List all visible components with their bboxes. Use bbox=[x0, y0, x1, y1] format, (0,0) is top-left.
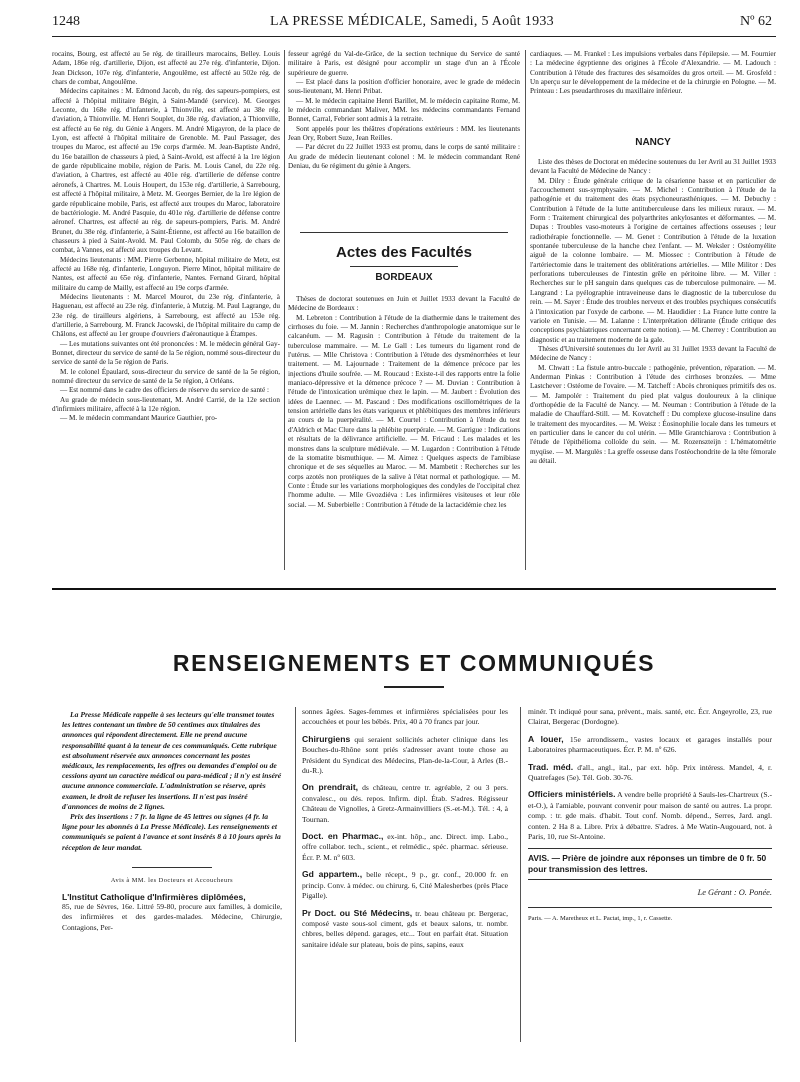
ad-body: ds château, centre tr. agréable, 2 ou 3 pers. convalesc., ou dés. repos. Infirm. dipl. Étab. S'adres. Régisseur Château de Vignolles, à Gretz-Armainvilliers (S.-et-M.). Tél. : 4, à Tournan. bbox=[302, 783, 508, 824]
printer-line: Paris. — A. Maretheux et L. Pactat, imp., 1, r. Cassette. bbox=[528, 914, 673, 922]
column-1-military-appointments bbox=[52, 50, 280, 565]
page-header bbox=[52, 14, 772, 34]
paragraph: Au grade de médecin sous-lieutenant, M. André Carrié, de la 12e section d'infirmiers militaire, affecté à la 12e région. bbox=[52, 395, 280, 414]
column-2-bordeaux-theses bbox=[288, 295, 520, 563]
classified-ad bbox=[528, 789, 772, 842]
printer-rule bbox=[528, 907, 772, 908]
paragraph: cardiaques. — M. Frankel : Les impulsions verbales dans l'épilepsie. — M. Fournier : La médecine égyptienne des origines à l'École d'Alexandrie. — M. Ladouch : Contribution à l'étude des fractures des sésamoïdes du gros orteil. — M. Grosfeld : Un aperçu sur le développement de la médecine et de la chirurgie en Pologne. — M. Printeau : Les pseudarthroses du maxillaire inférieur. bbox=[530, 50, 776, 96]
paragraph: fesseur agrégé du Val-de-Grâce, de la section technique du Service de santé militaire à Paris, est désigné pour accomplir un stage d'un an à l'École supérieure de guerre. bbox=[288, 50, 520, 77]
ad-body: d'all., angl., ital., par ext. hôp. Prix intéress. Mandel, 4, r. Quatrefages (5e). Tél. Gob. 30-76. bbox=[528, 762, 773, 783]
column-divider bbox=[520, 707, 521, 1042]
editorial-notice bbox=[62, 710, 282, 853]
paragraph: M. Lebreton : Contribution à l'étude de la diathermie dans le traitement des cirrhoses du foie. — M. Jannin : Recherches d'anthropologie anatomique sur le calcanéum. — M. Ragusin : Contribution à l'étude du traitement de la tuberculose mammaire. — M. Le Gall : Les tumeurs du ligament rond de l'utérus. — Mlle Christova : Contribution à l'étude des dysménorrhées et leur traitement. — M. Lajournade : Traitement de la démence précoce par les injections d'huile soufrée. — M. Roucaud : Existe-t-il des rapports entre la folie maniaco-dépressive et la démence précoce ? — M. Duvian : Contribution à l'étude de l'intoxication urémique chez le lapin. — M. Jaubert : Évolution des idées de Laennec. — M. Pascaud : Des modifications oscillométriques de la tension artérielle dans les états variqueux et phlébitiques des membres inférieurs au cours de la puerpéralité. — M. Courtel : Contribution à l'étude du test d'Aldrich et Mac Clure dans la phlébite puerpérale. — M. Garrigue : Indications et résultats de la délivrance artificielle. — M. Fricaud : Les malades et les monstres dans la sculpture médiévale. — M. Lugardon : Contribution à l'étude de la stomatite bismuthique. — M. Aimez : Quelques aspects de l'amibiase chronique et de ses séquelles au Maroc. — M. Mambetit : Recherches sur les corps azotés non protéiques de la salive à l'état normal et pathologique. — M. Conte : Étude sur les variations morphologiques des condyles de l'occipital chez l'homme adulte. — Mlle Gvozdiéva : Les infirmières visiteuses et leur rôle social. — M. Suberbielle : Contribution à l'étude de la lactacidémie chez les bbox=[288, 313, 520, 509]
facultes-underline bbox=[350, 266, 458, 267]
avis-rule-bottom bbox=[528, 879, 772, 880]
paragraph: Sont appelés pour les théâtres d'opérations extérieurs : MM. les lieutenants Jean Ory, Robert Suze, Jean Reilles. bbox=[288, 124, 520, 143]
ads-column-2 bbox=[302, 707, 508, 1037]
ad-heading: Doct. en Pharmac., bbox=[302, 831, 384, 842]
classified-ad bbox=[302, 707, 508, 728]
paragraph: Médecins lieutenants : M. Marcel Mourot, du 23e rég. d'infanterie, à Haguenau, est affecté au 23e rég. d'infanterie, à Mutzig. M. Paul Lagrange, du 23e rég. de tirailleurs algériens, à Sarrebourg, est affecté au 153e rég. d'artillerie, à Sarrebourg. M. Franck Jacowski, de l'hôpital militaire du camp de Châlons, est affecté au 1er groupe d'ouvriers d'aéronautique à Étampes. bbox=[52, 292, 280, 339]
column-divider bbox=[284, 50, 285, 570]
ad-body: A vendre belle propriété à Sauls-les-Chartreux (S.-et-O.), à l'amiable, pouvant convenir pour maison de santé ou autres. La propr. comp. : tr. gde mais. d'habit. Tout conf. Nomb. dépend., Serres, Jard. angl. conten. 2 Ha 8 a. Libre. Prix à débattre. S'adres. à Me Watin-Augouard, not. à Paris, 10, rue St-Antoine. bbox=[528, 790, 773, 842]
page-number: 1248 bbox=[52, 14, 80, 29]
column-divider bbox=[295, 707, 296, 1042]
ad-heading: Officiers ministériels. bbox=[528, 789, 616, 800]
paragraph: M. Dilry : Étude générale critique de la césarienne basse et en particulier de l'accouchement sus-symphysaire. — M. Michel : Contribution à l'étude de la pathogénie et du traitement des états psychoneurasthéniques. — M. Debuchy : Contribution à l'étude de la lutte antituberculeuse dans les milieux ruraux. — M. Form : Traitement chirurgical des polyarthrites ankylosantes et déformantes. — M. Dupas : Troubles vaso-moteurs à l'origine de certaines affections osseuses ; leur radiothérapie fonctionnelle. — M. Genet : Contribution à l'étude de la luxation spontanée tuberculeuse de la hanche chez l'enfant. — M. Weksler : Ostéomyélite aiguë de la colonne lombaire. — M. Miossec : Contribution à l'étude de l'artériectomie dans le traitement des oblitérations artérielles. — Mlle Militor : Des perforations tuberculeuses de l'intestin grêle en péritoine libre. — M. Viller : Recherches sur le pH sanguin dans quelques cas de tuberculose pulmonaire. — M. Langrand : La pyélographie intraveineuse dans le diagnostic de la tuberculose du rein. — M. Sayer : Étude des troubles nerveux et des troubles psychiques consécutifs à l'intoxication par l'oxyde de carbone. — M. Haudidier : La France lutte contre la variole en Tunisie. — M. Lalanne : L'interprétation délirante (Étude critique des conceptions psychiatriques concernant cette notion). — M. Cherrey : Contribution au diagnostic et au traitement moderne de la gale. bbox=[530, 176, 776, 344]
ad-body: minér. Tt indiqué pour sana, prévent., mais. santé, etc. Écr. Angeyrolle, 23, rue Clairat, Bergerac (Dordogne). bbox=[528, 707, 772, 727]
notice-paragraph: La Presse Médicale rappelle à ses lecteurs qu'elle transmet toutes les lettres contenant un timbre de 50 centimes aux titulaires des annonces qui répondent directement. Elle ne prend aucune responsabilité quant à la teneur de ces communiqués. Cette rubrique est absolument réservée aux annonces concernant les postes médicaux, les remplacements, les offres ou demandes d'emploi ou de cessions ayant un caractère médical ou para-médical ; il n'y est inséré aucune annonce commerciale. L'administration se réserve, après examen, le droit de refuser les insertions. Il n'est pas inséré d'annonces de moins de 2 lignes. bbox=[62, 710, 282, 811]
ad-body: ex-int. hôp., anc. Direct. imp. Labo., offre collabor. tech., scient., et relmédic., spéc. pharmac. sérieuse. Écr. P. M. nº 603. bbox=[302, 832, 508, 862]
paragraph: Médecins capitaines : M. Edmond Jacob, du rég. des sapeurs-pompiers, est affecté à l'hôpital militaire Bégin, à Saint-Mandé (service). M. Georges Leconte, du 168e rég. d'infanterie, à Thionville, est affecté au 38e rég. d'aviation, à Thionville. M. Henri Souplet, du 38e rég. d'aviation, à Thionville, est affecté au 6e rég. du Génie à Angers. M. André Migayron, de la place de Lyon, est affecté à l'hôpital militaire de Grenoble. M. Paul Passager, des troupes du Maroc, est affecté au 19e corps d'armée. M. Jean-Baptiste André, du 16e bataillon de chasseurs à pied, à Saint-Avold, est affecté à la 1re légion de garde républicaine mobile, région de Paris. M. Louis Canel, du 22e rég. d'aviation, à Chartres, est affecté au 401e rég. d'artillerie de défense contre aéronefs, à Chartres. M. Louis Houpert, du 153e rég. d'artillerie, à Sarrebourg, est affecté à l'hôpital militaire, à Metz. M. Georges Bernier, de la 1re légion de garde républicaine mobile, Paris, est affecté aux troupes du Maroc, laboratoire de bactériologie. M. André Pasquie, du 401e rég. d'artillerie de défense contre aéronef. Chartres, est affecté au rég. de sapeurs-pompiers, Paris. M. André Brunet, du 38e rég. d'infanterie, à Saint-Étienne, est affecté au 16e bataillon de chasseurs à pied à Saint-Avold. M. Paul Colomb, du 505e rég. de chars de combat, à Vannes, est affecté aux troupes du Levant. bbox=[52, 87, 280, 255]
paragraph: M. Chwatt : La fistule antro-buccale : pathogénie, prévention, réparation. — M. Anderman Pinkas : Contribution à l'étude des cirrhoses bronzées. — Mme Lastchever : Ostéome de l'ovaire. — M. Tatcheff : Abcès chroniques primitifs des os. — M. Jampolér : Traitement du pied plat valgus douloureux à la clinique d'orthopédie de la Faculté de Nancy. — M. Neuman : Contribution à l'étude de la maladie de Chauffard-Still. — M. Kovatcheff : Du complexe glucose-insuline dans le traitement des myocardites. — M. Weisz : Éosinophilie locale dans les tumeurs et en particulier dans le cancer du col utérin. — Mlle Grantchiarova : Contribution à l'étude de l'épithélioma colloïde du sein. — M. Rozenszteijn : L'hématométrie myqüse. — M. Margulès : La greffe osseuse dans l'ostéochondrite de la tête fémorale au détail. bbox=[530, 363, 776, 465]
renseignements-heading: RENSEIGNEMENTS ET COMMUNIQUÉS bbox=[172, 650, 656, 676]
avis-docteurs: Avis à MM. les Docteurs et Accoucheurs bbox=[110, 876, 234, 884]
paragraph: Liste des thèses de Doctorat en médecine soutenues du 1er Avril au 31 Juillet 1933 devant la Faculté de Médecine de Nancy : bbox=[530, 158, 776, 176]
column-divider bbox=[525, 50, 526, 570]
paragraph: Thèses de doctorat soutenues en Juin et Juillet 1933 devant la Faculté de Médecine de Bordeaux : bbox=[288, 295, 520, 313]
paragraph: — Par décret du 22 Juillet 1933 est promu, dans le corps de santé militaire : Au grade de médecin lieutenant colonel : M. le médecin commandant René Deniau, du 6e régiment du génie à Angers. bbox=[288, 143, 520, 171]
facultes-heading: Actes des Facultés bbox=[336, 244, 472, 261]
column-3-nancy-theses bbox=[530, 158, 776, 570]
gerant: Le Gérant : O. Ponée. bbox=[697, 888, 772, 898]
column-3-bordeaux-continued bbox=[530, 50, 776, 130]
ads-column-3 bbox=[528, 707, 772, 1037]
column-2-military-continued bbox=[288, 50, 520, 218]
classified-ad bbox=[528, 734, 772, 756]
paragraph: Thèses d'Université soutenues du 1er Avril au 31 Juillet 1933 devant la Faculté de Médecine de Nancy : bbox=[530, 344, 776, 363]
heading-rule bbox=[384, 686, 444, 688]
avis-rule-top bbox=[528, 848, 772, 849]
ad-body: sonnes âgées. Sages-femmes et infirmières spécialisées pour les accouchées et pour les bébés. Prix, 40 à 70 francs par jour. bbox=[302, 707, 508, 727]
classified-ad bbox=[528, 762, 772, 784]
paragraph: — M. le médecin capitaine Henri Barillet, M. le médecin capitaine Rome, M. le médecin commandant Maliver, MM. les médecins commandants Fernand Bonnet, Carral, Febrier sont admis à la retraite. bbox=[288, 96, 520, 124]
ad-body: 15e arrondissem., vastes locaux et garages installés pour Laboratoires pharmaceutiques. Écr. P. M. nº 626. bbox=[528, 734, 773, 755]
paragraph: — Est nommé dans le cadre des officiers de réserve du service de santé : bbox=[60, 386, 270, 395]
ad-heading: A louer, bbox=[528, 733, 564, 744]
ads-column-1 bbox=[62, 710, 282, 1040]
paragraph: Médecins lieutenants : MM. Pierre Gerbenne, hôpital militaire de Metz, est affecté au 168e rég. d'infanterie, Longuyon. Pierre Minot, hôpital militaire de Nantes, est affecté au 65e rég. d'infanterie, Nantes. Fernand Girard, hôpital militaire du camp de Mailly, est affecté au 19e corps d'armée. bbox=[52, 255, 280, 292]
page-rule bbox=[52, 588, 776, 590]
issue-number: Nº 62 bbox=[740, 14, 772, 29]
institut-body: 85, rue de Sèvres, 16e. Littré 59-80, procure aux familles, à domicile, des infirmières et des gardes-malades. Médecine, Chirurgie, Contagions, Per- bbox=[62, 902, 282, 932]
section-rule bbox=[300, 232, 508, 233]
nancy-heading: NANCY bbox=[635, 137, 671, 148]
journal-title: LA PRESSE MÉDICALE, Samedi, 5 Août 1933 bbox=[270, 14, 554, 29]
ad-body: belle récept., 9 p., gr. conf., 20.000 fr. en princip. Conv. à médec. ou chirurg. 6, Cité Malesherbes (près Place Pigalle). bbox=[302, 870, 508, 901]
classified-ad bbox=[302, 782, 508, 825]
classified-ad bbox=[302, 831, 508, 863]
classified-ad bbox=[302, 869, 508, 901]
ad-heading: Pr Doct. ou Sté Médecins, bbox=[302, 907, 413, 918]
classified-ad bbox=[302, 908, 508, 951]
avis-box: AVIS. — Prière de joindre aux réponses un timbre de 0 fr. 50 pour transmission des lettres. bbox=[528, 853, 767, 875]
ad-body: tr. beau château pr. Bergerac, composé vaste sous-sol ciment, gds et beaux salons, tr. nombr. chbres, belles dépend. garages, etc... Tout en parfait état. Situation sanitaire idéale sur plateau, bois de pins, sapins, eaux bbox=[302, 908, 508, 949]
notice-rule bbox=[132, 867, 212, 868]
paragraph: M. le colonel Épaulard, sous-directeur du service de santé de la 5e région, nommé directeur du service de santé de la 5e région, à Orléans. bbox=[52, 367, 280, 386]
institut-heading: L'Institut Catholique d'Infirmières diplômées, bbox=[62, 892, 246, 903]
paragraph: rocains, Bourg, est affecté au 5e rég. de tirailleurs marocains, Belley. Louis Adam, 186e rég. d'artillerie, Dijon, est affecté au 27e rég. d'infanterie, Dijon. Jean Dickson, 107e rég. d'infanterie, Angoulême, est affecté au 502e rég. de chars de combat, Angoulême. bbox=[52, 50, 280, 87]
ad-heading: Chirurgiens bbox=[302, 733, 351, 744]
paragraph: — Les mutations suivantes ont été prononcées : M. le médecin général Gay-Bonnet, directeur du service de santé de la 5e région, nommé sous-directeur du service de santé de la 5e région de Paris. bbox=[52, 339, 280, 367]
classified-ad bbox=[528, 707, 772, 728]
ad-heading: Trad. méd. bbox=[528, 761, 574, 772]
ad-body: qui seraient sollicités acheter clinique dans les Bouches-du-Rhône sont priés s'adresser avant toute chose au Président du Syndicat des Médecins, Plan-de-la-Cour, à Arles (B.-du-R.). bbox=[302, 734, 508, 776]
ad-heading: On prendrait, bbox=[302, 782, 359, 793]
classified-ad bbox=[302, 734, 508, 777]
paragraph: — M. le médecin commandant Maurice Gauthier, pro- bbox=[60, 414, 218, 423]
bordeaux-heading: BORDEAUX bbox=[375, 272, 433, 283]
ad-heading: Gd appartem., bbox=[302, 869, 363, 880]
header-rule bbox=[52, 36, 776, 37]
paragraph: — Est placé dans la position d'officier honoraire, avec le grade de médecin sous-lieutenant, M. Henri Pribat. bbox=[288, 78, 520, 96]
notice-paragraph: Prix des insertions : 7 fr. la ligne de 45 lettres ou signes (4 fr. la ligne pour les abonnés à La Presse Médicale). Les renseignements et communiqués se paient à l'avance et sont insérés 8 à 10 jours après la réception de leur mandat. bbox=[62, 812, 281, 852]
